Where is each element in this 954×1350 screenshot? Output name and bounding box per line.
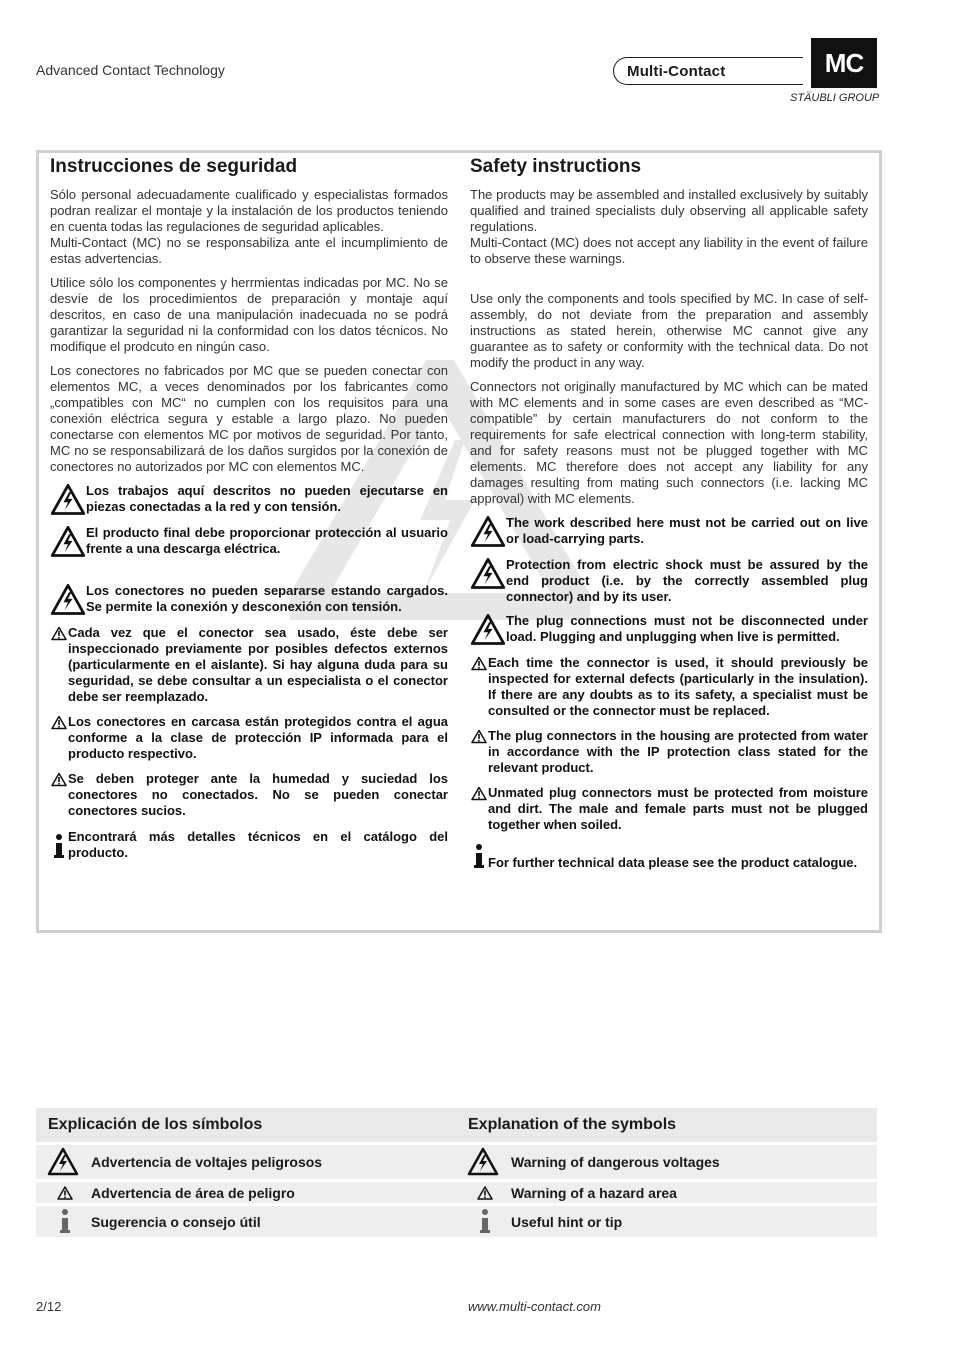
paragraph-es-1b: Multi-Contact (MC) no se responsabiliza ante el incumplimiento de estas advertencias. (50, 235, 448, 266)
paragraph-es-3: Los conectores no fabricados por MC que se pueden conectar con elementos MC, a veces denominados por los fabricantes como „compatibles con MC“ no cumplen con los requisitos para una conexión eléctrica segura y estable a largo plazo. No pueden conectarse con elementos MC por motivos de seguridad. Por tanto, MC no se responsabilizará de los daños surgidos por la conexión de conectores no autorizados por MC con elementos MC. (50, 363, 448, 474)
hazard-icon (470, 728, 488, 744)
paragraph-en-1b: Multi-Contact (MC) does not accept any liability in the event of failure to observe these warnings. (470, 235, 868, 266)
hazard-note-en-3 (470, 785, 868, 833)
column-english (470, 155, 868, 871)
brand-text: Multi-Contact (627, 62, 726, 80)
voltage-warning-en-1 (470, 515, 868, 549)
voltage-warning-icon (50, 525, 86, 559)
hazard-icon (50, 714, 68, 730)
info-text: For further technical data please see the product catalogue. (488, 855, 858, 870)
hazard-icon (470, 785, 488, 801)
mc-logo: MC (811, 38, 877, 88)
legend-row-info (36, 1206, 877, 1237)
paragraph-en-1 (470, 187, 868, 267)
warning-text: The work described here must not be carried out on live or load-carrying parts. (506, 515, 868, 546)
paragraph-en-2: Use only the components and tools specified by MC. In case of self-assembly, do not deviate from the preparation and assembly instructions as stated herein, otherwise MC cannot give any guarantee as to safety or conformity with the technical data. Do not modify the product in any way. (470, 291, 868, 370)
paragraph-es-1a: Sólo personal adecuadamente cualificado y especialistas formados podran realizar el montaje y la instalación de los productos teniendo en cuenta todas las regulaciones de seguridad aplicables. (50, 187, 448, 234)
hazard-text: The plug connectors in the housing are protected from water in accordance with the IP protection class stated for the relevant product. (488, 728, 868, 775)
info-icon (50, 833, 68, 861)
voltage-warning-icon (47, 1147, 79, 1177)
hazard-note-en-1 (470, 655, 868, 719)
warning-text: Los trabajos aquí descritos no pueden ejecutarse en piezas conectadas a la red y con tensión. (86, 483, 448, 514)
hazard-text: Unmated plug connectors must be protected from moisture and dirt. The male and female parts must not be plugged together when soiled. (488, 785, 868, 832)
legend-label-es: Advertencia de voltajes peligrosos (91, 1154, 323, 1170)
voltage-warning-icon (470, 515, 506, 549)
info-note-en (470, 843, 868, 871)
title-es: Instrucciones de seguridad (50, 156, 298, 177)
paragraph-en-1a: The products may be assembled and installed exclusively by suitably qualified and trained specialists duly observing all applicable safety regulations. (470, 187, 868, 234)
info-icon (479, 1208, 491, 1236)
legend-label-en: Warning of dangerous voltages (511, 1154, 720, 1170)
warning-text: The plug connections must not be disconnected under load. Plugging and unplugging when live is permitted. (506, 613, 868, 644)
hazard-note-es-1 (50, 625, 448, 705)
paragraph-es-2: Utilice sólo los componentes y herrmientas indicadas por MC. No se desvíe de los procedimientos de preparación y montaje aquí descritos, en caso de una manipulación inadecuada no se podrá garantizar la seguridad ni la conformidad con los datos técnicos. No modifique el prodcuto en ningún caso. (50, 275, 448, 354)
info-icon (470, 843, 488, 871)
hazard-text: Los conectores en carcasa están protegidos contra el agua conforme a la clase de protección IP informada para el producto respectivo. (68, 714, 448, 761)
hazard-note-es-2 (50, 714, 448, 762)
website-link[interactable]: www.multi-contact.com (468, 1299, 601, 1314)
legend-label-en: Useful hint or tip (511, 1213, 623, 1230)
info-icon (59, 1208, 71, 1236)
hazard-note-en-2 (470, 728, 868, 776)
hazard-note-es-3 (50, 771, 448, 819)
header-tagline: Advanced Contact Technology (36, 62, 225, 78)
hazard-icon (50, 771, 68, 787)
voltage-warning-es-2 (50, 525, 448, 559)
group-name: STÄUBLI GROUP (790, 92, 880, 104)
hazard-text: Se deben proteger ante la humedad y suciedad los conectores no conectados. No se pueden conectar conectores sucios. (68, 771, 448, 818)
paragraph-es-1 (50, 187, 448, 267)
legend-label-en: Warning of a hazard area (511, 1184, 677, 1201)
voltage-warning-icon (50, 583, 86, 617)
paragraph-en-3: Connectors not originally manufactured by MC which can be mated with MC elements and in some cases are even described as “MC-compatible” by certain manufacturers do not conform to the requirements for safe electrical connection with long-term stability, and for safety reasons must not be plugged together with MC elements. MC therefore does not accept any liability for any damages resulting from mating such connectors (i.e. lacking MC approval) with MC elements. (470, 379, 868, 506)
hazard-icon (57, 1185, 73, 1200)
warning-text: El producto final debe proporcionar protección al usuario frente a una descarga eléctrica. (86, 525, 448, 556)
voltage-warning-icon (467, 1147, 499, 1177)
voltage-warning-icon (50, 483, 86, 517)
warning-text: Los conectores no pueden separarse estando cargados. Se permite la conexión y desconexión con tensión. (86, 583, 448, 614)
hazard-icon (50, 625, 68, 641)
legend-header (36, 1108, 877, 1142)
warning-text: Protection from electric shock must be assured by the end product (i.e. by the correctly assembled plug connector) and by its user. (506, 557, 868, 604)
hazard-icon (470, 655, 488, 671)
hazard-text: Each time the connector is used, it should previously be inspected for external defects (particularly in the insulation). If there are any doubts as to its safety, a specialist must be consulted or the connector must be replaced. (488, 655, 868, 718)
brand-name (613, 57, 803, 85)
voltage-warning-icon (470, 613, 506, 647)
column-spanish (50, 155, 448, 861)
legend-row-hazard (36, 1182, 877, 1203)
info-text: Encontrará más detalles técnicos en el catálogo del producto. (68, 829, 448, 860)
legend-row-voltage (36, 1145, 877, 1179)
legend-title-en: Explanation of the symbols (468, 1116, 677, 1133)
legend-title-es: Explicación de los símbolos (48, 1116, 263, 1133)
voltage-warning-es-1 (50, 483, 448, 517)
title-en: Safety instructions (470, 156, 642, 177)
voltage-warning-en-3 (470, 613, 868, 647)
hazard-icon (477, 1185, 493, 1200)
legend-label-es: Sugerencia o consejo útil (91, 1213, 261, 1230)
legend-label-es: Advertencia de área de peligro (91, 1184, 295, 1201)
page-number: 2/12 (36, 1299, 62, 1314)
hazard-text: Cada vez que el conector sea usado, éste debe ser inspeccionado previamente por posibles defectos externos (particularmente en el aislante). Si hay alguna duda para su seguridad, se debe consultar a un especialista o el conector debe ser reemplazado. (68, 625, 448, 704)
voltage-warning-icon (470, 557, 506, 591)
info-note-es (50, 829, 448, 861)
voltage-warning-es-3 (50, 583, 448, 617)
voltage-warning-en-2 (470, 557, 868, 605)
